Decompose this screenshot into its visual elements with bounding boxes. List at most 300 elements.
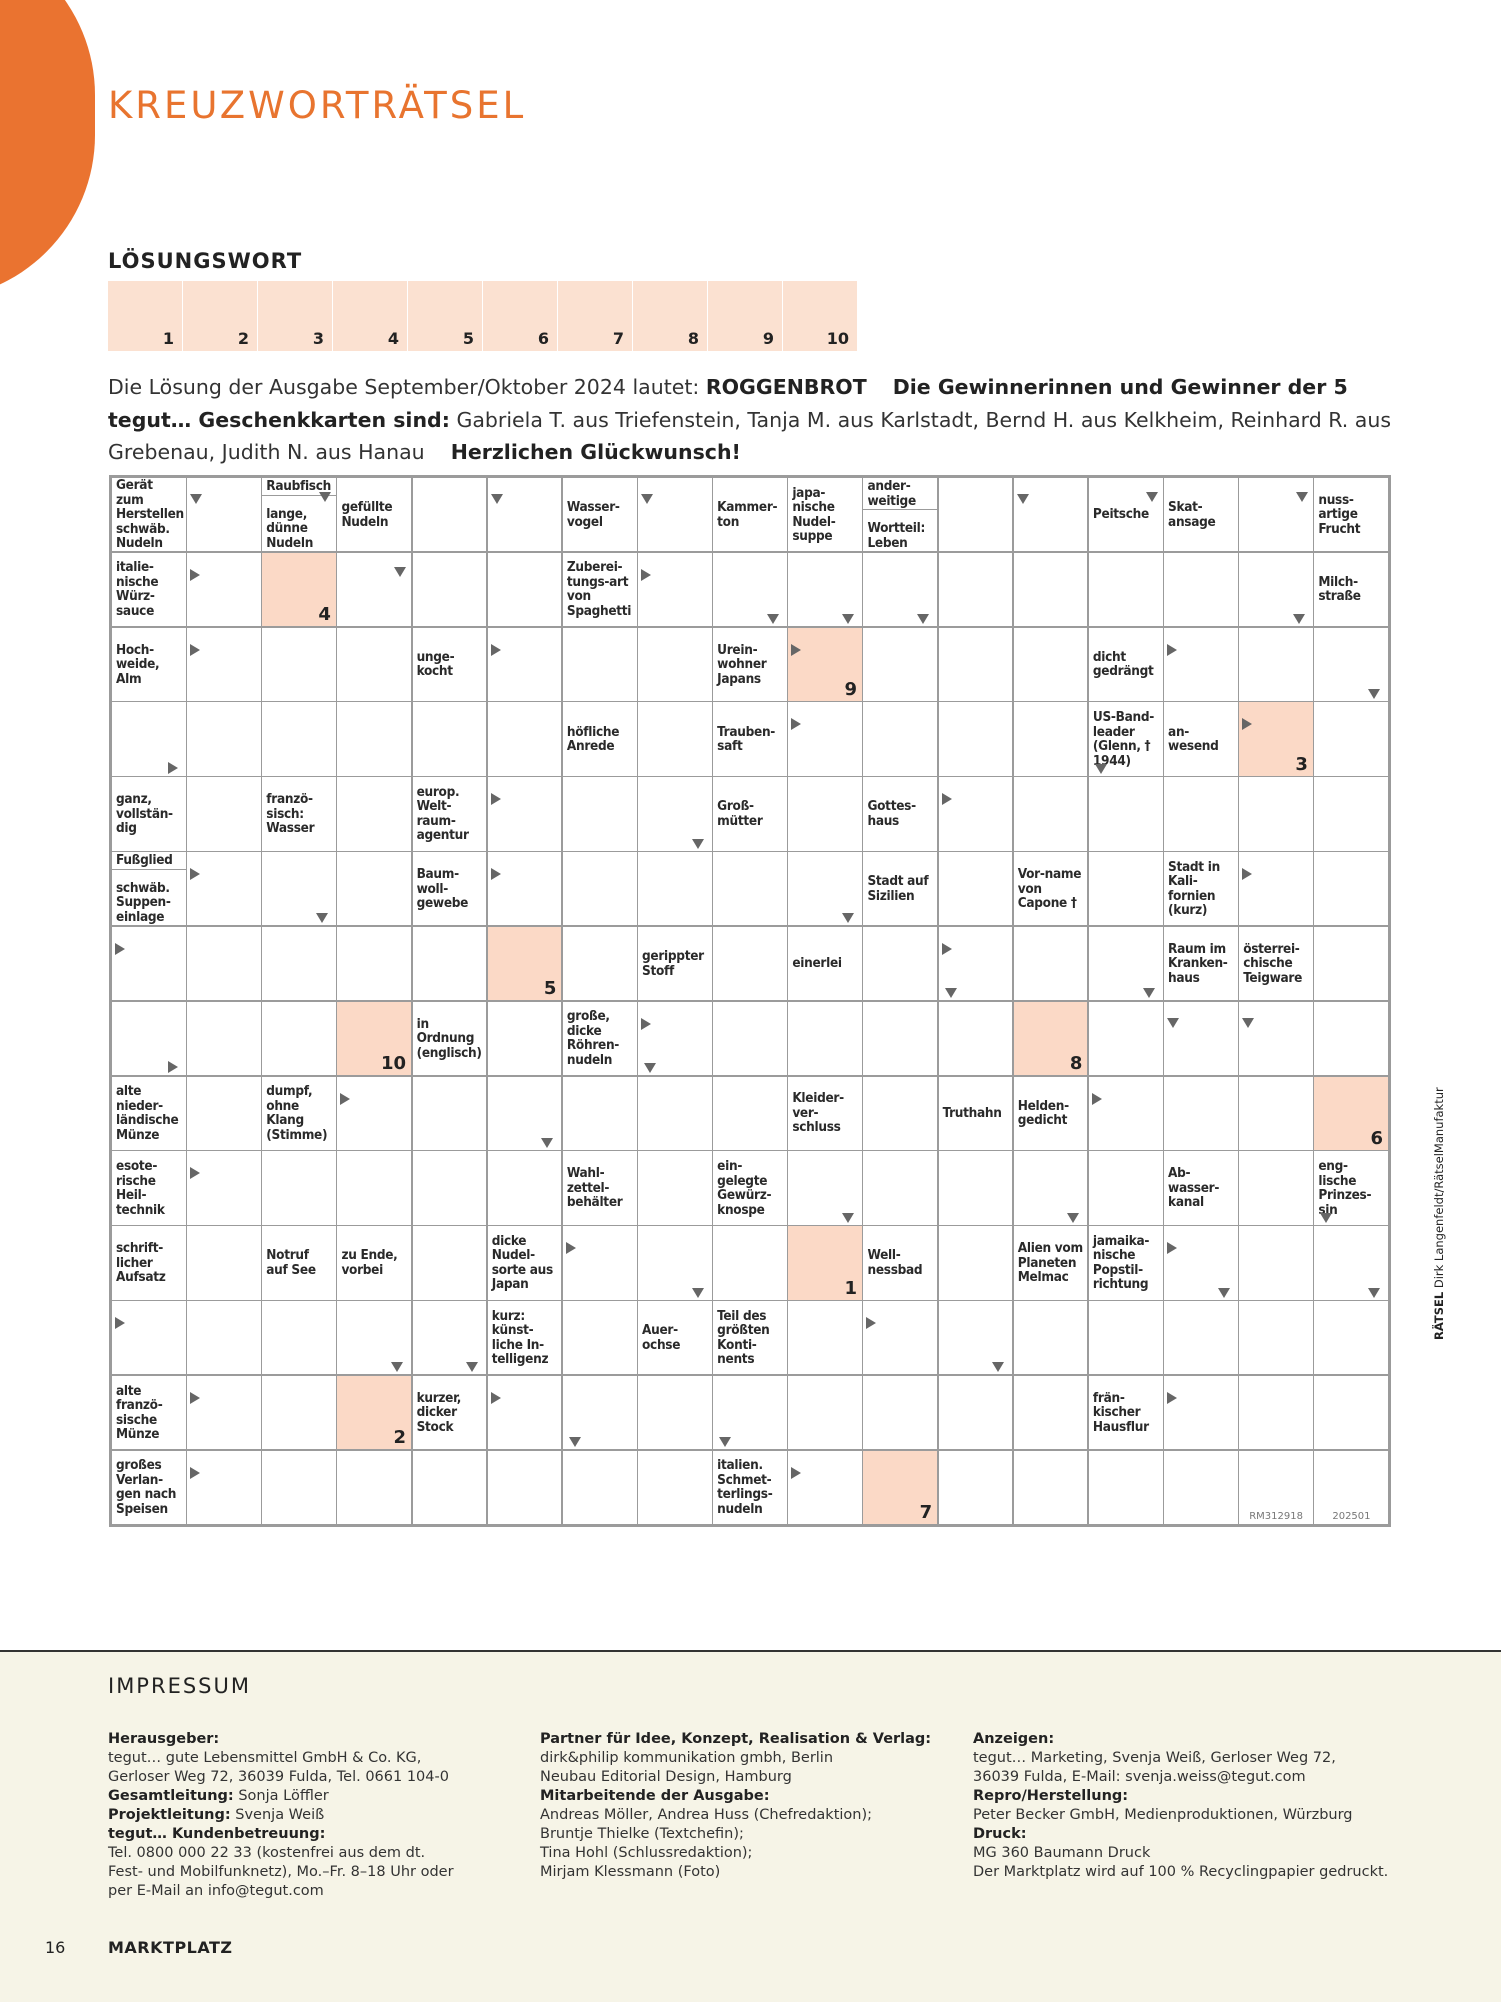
answer-cell[interactable] xyxy=(1164,1226,1238,1299)
solution-box[interactable] xyxy=(333,281,407,351)
impressum-text: Sonja Löffler xyxy=(233,1788,329,1804)
answer-cell[interactable] xyxy=(1089,777,1163,850)
answer-cell[interactable] xyxy=(939,1301,1013,1374)
answer-cell[interactable] xyxy=(939,702,1013,775)
answer-cell[interactable] xyxy=(788,702,862,775)
answer-cell[interactable] xyxy=(1014,1376,1088,1449)
answer-cell[interactable] xyxy=(939,1151,1013,1224)
solution-box[interactable] xyxy=(258,281,332,351)
answer-cell[interactable] xyxy=(713,1002,787,1075)
clue-text: Urein-wohner Japans xyxy=(717,641,767,687)
answer-cell[interactable] xyxy=(638,1451,712,1524)
answer-cell[interactable] xyxy=(187,1376,261,1449)
clue-text: Wortteil: Leben xyxy=(867,520,926,551)
answer-cell[interactable] xyxy=(337,927,411,1000)
answer-cell[interactable] xyxy=(1089,1301,1163,1374)
clue-text: alte franzö-sische Münze xyxy=(116,1382,163,1442)
answer-cell[interactable] xyxy=(939,553,1013,626)
answer-cell[interactable] xyxy=(1164,777,1238,850)
answer-cell[interactable] xyxy=(1239,553,1313,626)
answer-cell[interactable] xyxy=(262,1376,336,1449)
clue-cell xyxy=(563,1002,637,1075)
impressum-text: tegut… Marketing, Svenja Weiß, Gerloser Weg 72, xyxy=(973,1750,1336,1766)
answer-cell[interactable] xyxy=(337,1151,411,1224)
answer-cell[interactable] xyxy=(337,1301,411,1374)
clue-cell xyxy=(638,1301,712,1374)
answer-cell[interactable] xyxy=(713,1226,787,1299)
answer-cell[interactable] xyxy=(1239,628,1313,701)
answer-cell[interactable] xyxy=(563,927,637,1000)
answer-cell[interactable] xyxy=(1014,777,1088,850)
arrow-right-icon xyxy=(791,1467,801,1479)
answer-cell[interactable] xyxy=(1014,553,1088,626)
answer-cell[interactable] xyxy=(1164,1451,1238,1524)
answer-cell[interactable] xyxy=(413,1077,487,1150)
answer-cell[interactable] xyxy=(488,852,562,925)
answer-cell[interactable] xyxy=(187,927,261,1000)
clue-cell xyxy=(1314,1151,1388,1224)
impressum-line xyxy=(540,1787,931,1806)
answer-cell[interactable] xyxy=(863,1151,937,1224)
answer-cell[interactable] xyxy=(788,1376,862,1449)
answer-cell[interactable] xyxy=(1239,1451,1313,1524)
arrow-down-icon xyxy=(491,494,503,504)
answer-cell[interactable] xyxy=(1239,1002,1313,1075)
answer-cell[interactable] xyxy=(262,1151,336,1224)
clue-text: Gottes-haus xyxy=(867,798,916,829)
answer-cell[interactable] xyxy=(638,777,712,850)
clue-text: Zuberei-tungs-art von Spaghetti xyxy=(566,559,632,619)
arrow-down-icon xyxy=(1368,1288,1380,1298)
impressum-text: Tina Hohl (Schlussredaktion); xyxy=(540,1845,753,1861)
answer-cell[interactable] xyxy=(638,1002,712,1075)
clue-text: italie-nische Würz-sauce xyxy=(116,559,159,619)
solution-box[interactable] xyxy=(708,281,782,351)
answer-cell[interactable] xyxy=(187,553,261,626)
solution-box-number: 5 xyxy=(462,329,474,348)
impressum-text: Tel. 0800 000 22 33 (kostenfrei aus dem dt. xyxy=(108,1845,426,1861)
clue-text: schrift-licher Aufsatz xyxy=(116,1240,166,1286)
answer-cell[interactable] xyxy=(563,1077,637,1150)
answer-cell[interactable] xyxy=(262,553,336,626)
answer-cell[interactable] xyxy=(1164,628,1238,701)
solution-box-number: 7 xyxy=(612,329,624,348)
answer-cell[interactable] xyxy=(337,1451,411,1524)
answer-cell[interactable] xyxy=(863,1077,937,1150)
solution-box[interactable] xyxy=(108,281,182,351)
puzzle-code: RM312918 xyxy=(1249,1510,1303,1522)
clue-cell xyxy=(413,628,487,701)
arrow-right-icon xyxy=(1167,1242,1177,1254)
winners-list: Gabriela T. aus Triefenstein, Tanja M. aus Karlstadt, Bernd H. aus Kelkheim, Reinhard R. aus Grebenau, Judith N. aus Hanau xyxy=(108,407,1392,464)
answer-cell[interactable] xyxy=(939,927,1013,1000)
impressum-line xyxy=(108,1863,454,1882)
arrow-down-icon xyxy=(1095,764,1107,774)
answer-cell[interactable] xyxy=(1164,553,1238,626)
answer-cell[interactable] xyxy=(1239,1301,1313,1374)
answer-cell[interactable] xyxy=(262,702,336,775)
solution-box[interactable] xyxy=(483,281,557,351)
answer-cell[interactable] xyxy=(488,777,562,850)
arrow-down-icon xyxy=(917,614,929,624)
answer-cell[interactable] xyxy=(413,478,487,551)
solution-box-number: 8 xyxy=(687,329,699,348)
answer-cell[interactable] xyxy=(863,1301,937,1374)
answer-cell[interactable] xyxy=(488,1151,562,1224)
answer-cell[interactable] xyxy=(1239,1376,1313,1449)
answer-cell[interactable] xyxy=(187,628,261,701)
answer-cell[interactable] xyxy=(1164,1301,1238,1374)
answer-cell[interactable] xyxy=(1014,702,1088,775)
answer-cell[interactable] xyxy=(262,1002,336,1075)
answer-cell[interactable] xyxy=(187,1301,261,1374)
solution-boxes xyxy=(108,281,857,351)
arrow-right-icon xyxy=(566,1242,576,1254)
answer-cell[interactable] xyxy=(939,852,1013,925)
solution-box[interactable] xyxy=(558,281,632,351)
clue-text: esote-rische Heil-technik xyxy=(116,1158,165,1218)
answer-cell[interactable] xyxy=(187,777,261,850)
answer-cell[interactable] xyxy=(337,777,411,850)
answer-cell[interactable] xyxy=(563,777,637,850)
answer-cell[interactable] xyxy=(788,1451,862,1524)
answer-cell[interactable] xyxy=(413,1451,487,1524)
clue-cell xyxy=(112,852,186,925)
answer-cell[interactable] xyxy=(563,1301,637,1374)
solution-number: 9 xyxy=(844,678,857,700)
arrow-right-icon xyxy=(190,644,200,656)
answer-cell[interactable] xyxy=(488,1077,562,1150)
answer-cell[interactable] xyxy=(713,1077,787,1150)
arrow-right-icon xyxy=(168,1061,178,1073)
answer-cell[interactable] xyxy=(788,1151,862,1224)
clue-cell xyxy=(863,852,937,925)
answer-cell[interactable] xyxy=(939,628,1013,701)
answer-cell[interactable] xyxy=(337,1376,411,1449)
arrow-down-icon xyxy=(541,1138,553,1148)
answer-cell[interactable] xyxy=(337,628,411,701)
solution-box[interactable] xyxy=(408,281,482,351)
answer-cell[interactable] xyxy=(1314,702,1388,775)
clue-text: nuss-artige Frucht xyxy=(1318,491,1361,537)
answer-cell[interactable] xyxy=(713,927,787,1000)
answer-cell[interactable] xyxy=(638,553,712,626)
impressum-text: Svenja Weiß xyxy=(230,1807,325,1823)
clue-cell xyxy=(262,1077,336,1150)
answer-cell[interactable] xyxy=(638,702,712,775)
arrow-right-icon xyxy=(641,569,651,581)
answer-cell[interactable] xyxy=(563,1451,637,1524)
answer-cell[interactable] xyxy=(1014,1301,1088,1374)
answer-cell[interactable] xyxy=(1314,927,1388,1000)
answer-cell[interactable] xyxy=(563,628,637,701)
answer-cell[interactable] xyxy=(713,852,787,925)
answer-cell[interactable] xyxy=(1314,1451,1388,1524)
clue-text: Raum im Kranken-haus xyxy=(1168,940,1228,986)
answer-cell[interactable] xyxy=(863,1002,937,1075)
answer-cell[interactable] xyxy=(788,1002,862,1075)
answer-cell[interactable] xyxy=(1164,1002,1238,1075)
answer-cell[interactable] xyxy=(262,628,336,701)
clue-cell xyxy=(1014,852,1088,925)
answer-cell[interactable] xyxy=(1314,628,1388,701)
answer-cell[interactable] xyxy=(262,1451,336,1524)
arrow-down-icon xyxy=(316,913,328,923)
arrow-right-icon xyxy=(190,1167,200,1179)
impressum-heading: Herausgeber: xyxy=(108,1731,220,1747)
clue-cell xyxy=(1314,478,1388,551)
answer-cell[interactable] xyxy=(638,1376,712,1449)
answer-cell[interactable] xyxy=(187,478,261,551)
impressum xyxy=(0,1650,1501,2002)
answer-cell[interactable] xyxy=(863,628,937,701)
answer-cell[interactable] xyxy=(488,1002,562,1075)
answer-cell[interactable] xyxy=(1239,478,1313,551)
answer-cell[interactable] xyxy=(788,852,862,925)
arrow-right-icon xyxy=(1092,1093,1102,1105)
answer-cell[interactable] xyxy=(638,1226,712,1299)
answer-cell[interactable] xyxy=(1164,1376,1238,1449)
answer-cell[interactable] xyxy=(488,628,562,701)
arrow-down-icon xyxy=(644,1063,656,1073)
answer-cell[interactable] xyxy=(1089,1002,1163,1075)
answer-cell[interactable] xyxy=(1164,1077,1238,1150)
answer-cell[interactable] xyxy=(413,1151,487,1224)
clue-text: Fußglied xyxy=(112,852,186,870)
arrow-down-icon xyxy=(1218,1288,1230,1298)
clue-text: unge-kocht xyxy=(416,648,455,680)
answer-cell[interactable] xyxy=(1014,1451,1088,1524)
answer-cell[interactable] xyxy=(413,553,487,626)
answer-cell[interactable] xyxy=(788,1301,862,1374)
clue-text: Stadt auf Sizilien xyxy=(867,873,929,904)
answer-cell[interactable] xyxy=(187,1226,261,1299)
answer-cell[interactable] xyxy=(1014,478,1088,551)
answer-cell[interactable] xyxy=(262,927,336,1000)
answer-cell[interactable] xyxy=(1314,1002,1388,1075)
arrow-down-icon xyxy=(692,839,704,849)
arrow-down-icon xyxy=(992,1362,1004,1372)
answer-cell[interactable] xyxy=(413,927,487,1000)
clue-cell xyxy=(112,553,186,626)
impressum-line xyxy=(973,1730,1388,1749)
answer-cell[interactable] xyxy=(187,1451,261,1524)
arrow-right-icon xyxy=(190,868,200,880)
answer-cell[interactable] xyxy=(1089,1151,1163,1224)
answer-cell[interactable] xyxy=(1014,628,1088,701)
answer-cell[interactable] xyxy=(1014,927,1088,1000)
answer-cell[interactable] xyxy=(112,1301,186,1374)
clue-cell xyxy=(939,1077,1013,1150)
answer-cell[interactable] xyxy=(939,1451,1013,1524)
arrow-down-icon xyxy=(1242,1018,1254,1028)
clue-cell xyxy=(488,1301,562,1374)
answer-cell[interactable] xyxy=(1314,1301,1388,1374)
arrow-down-icon xyxy=(1167,1018,1179,1028)
answer-cell[interactable] xyxy=(1239,702,1313,775)
arrow-right-icon xyxy=(866,1317,876,1329)
answer-cell[interactable] xyxy=(1314,852,1388,925)
answer-cell[interactable] xyxy=(1314,1376,1388,1449)
arrow-down-icon xyxy=(1296,492,1308,502)
answer-cell[interactable] xyxy=(1314,1077,1388,1150)
answer-cell[interactable] xyxy=(262,1301,336,1374)
answer-cell[interactable] xyxy=(1239,1226,1313,1299)
answer-cell[interactable] xyxy=(939,1226,1013,1299)
arrow-right-icon xyxy=(168,762,178,774)
arrow-right-icon xyxy=(1167,1392,1177,1404)
arrow-right-icon xyxy=(190,1467,200,1479)
answer-cell[interactable] xyxy=(788,553,862,626)
answer-cell[interactable] xyxy=(939,1376,1013,1449)
arrow-down-icon xyxy=(842,1213,854,1223)
answer-cell[interactable] xyxy=(863,927,937,1000)
answer-cell[interactable] xyxy=(187,1077,261,1150)
solution-label: LÖSUNGSWORT xyxy=(108,249,303,273)
answer-cell[interactable] xyxy=(939,478,1013,551)
impressum-title: IMPRESSUM xyxy=(108,1674,251,1698)
clue-cell xyxy=(863,478,937,551)
clue-text: in Ordnung (englisch) xyxy=(416,1015,482,1061)
answer-cell[interactable] xyxy=(262,852,336,925)
answer-cell[interactable] xyxy=(1089,1077,1163,1150)
answer-cell[interactable] xyxy=(713,553,787,626)
side-credit-label: RÄTSEL xyxy=(1432,1291,1446,1340)
answer-cell[interactable] xyxy=(863,553,937,626)
answer-cell[interactable] xyxy=(488,702,562,775)
answer-cell[interactable] xyxy=(1239,1151,1313,1224)
answer-cell[interactable] xyxy=(1089,852,1163,925)
arrow-down-icon xyxy=(1146,492,1158,502)
answer-cell[interactable] xyxy=(563,1376,637,1449)
answer-cell[interactable] xyxy=(563,852,637,925)
answer-cell[interactable] xyxy=(638,1151,712,1224)
answer-cell[interactable] xyxy=(1314,777,1388,850)
clue-cell xyxy=(563,702,637,775)
arrow-down-icon xyxy=(945,988,957,998)
page-title: KREUZWORTRÄTSEL xyxy=(108,84,527,127)
answer-cell[interactable] xyxy=(488,553,562,626)
answer-cell[interactable] xyxy=(488,1376,562,1449)
answer-cell[interactable] xyxy=(187,852,261,925)
clue-text: Vor-name von Capone † xyxy=(1017,866,1082,911)
solution-box[interactable] xyxy=(783,281,857,351)
answer-cell[interactable] xyxy=(187,1151,261,1224)
answer-cell[interactable] xyxy=(337,553,411,626)
answer-cell[interactable] xyxy=(187,1002,261,1075)
arrow-down-icon xyxy=(319,492,331,502)
answer-cell[interactable] xyxy=(1239,777,1313,850)
clue-cell xyxy=(1089,628,1163,701)
impressum-line xyxy=(540,1844,931,1863)
clue-cell xyxy=(713,702,787,775)
answer-cell[interactable] xyxy=(187,702,261,775)
answer-cell[interactable] xyxy=(638,852,712,925)
clue-text: Peitsche xyxy=(1092,506,1149,523)
answer-cell[interactable] xyxy=(1089,927,1163,1000)
answer-cell[interactable] xyxy=(939,1002,1013,1075)
clue-cell xyxy=(563,478,637,551)
answer-cell[interactable] xyxy=(638,1077,712,1150)
clue-cell xyxy=(713,777,787,850)
clue-text: Raubfisch xyxy=(262,478,336,496)
clue-cell xyxy=(1164,852,1238,925)
answer-cell[interactable] xyxy=(1314,1226,1388,1299)
clue-text: Kleider-ver-schluss xyxy=(792,1090,844,1136)
answer-cell[interactable] xyxy=(488,927,562,1000)
answer-cell[interactable] xyxy=(413,1226,487,1299)
arrow-down-icon xyxy=(641,494,653,504)
previous-solution-text xyxy=(108,371,1408,469)
answer-cell[interactable] xyxy=(1239,852,1313,925)
answer-cell[interactable] xyxy=(413,1301,487,1374)
answer-cell[interactable] xyxy=(488,478,562,551)
arrow-right-icon xyxy=(190,1392,200,1404)
answer-cell[interactable] xyxy=(863,1451,937,1524)
arrow-down-icon xyxy=(842,913,854,923)
clue-text: Stadt in Kali-fornien (kurz) xyxy=(1168,858,1220,919)
answer-cell[interactable] xyxy=(1014,1151,1088,1224)
answer-cell[interactable] xyxy=(863,1376,937,1449)
arrow-down-icon xyxy=(1293,614,1305,624)
answer-cell[interactable] xyxy=(413,702,487,775)
answer-cell[interactable] xyxy=(788,777,862,850)
answer-cell[interactable] xyxy=(1014,1002,1088,1075)
answer-cell[interactable] xyxy=(337,702,411,775)
clue-text: Well-nessbad xyxy=(867,1247,923,1278)
answer-cell[interactable] xyxy=(112,1002,186,1075)
impressum-heading: Mitarbeitende der Ausgabe: xyxy=(540,1788,770,1804)
solution-box[interactable] xyxy=(183,281,257,351)
arrow-down-icon xyxy=(719,1437,731,1447)
answer-cell[interactable] xyxy=(563,1226,637,1299)
impressum-line xyxy=(108,1787,454,1806)
answer-cell[interactable] xyxy=(939,777,1013,850)
clue-text: ganz, vollstän-dig xyxy=(116,791,173,837)
impressum-text: Gerloser Weg 72, 36039 Fulda, Tel. 0661 104-0 xyxy=(108,1769,449,1785)
answer-cell[interactable] xyxy=(1239,1077,1313,1150)
answer-cell[interactable] xyxy=(1089,553,1163,626)
answer-cell[interactable] xyxy=(488,1451,562,1524)
answer-cell[interactable] xyxy=(788,1226,862,1299)
clue-cell xyxy=(788,478,862,551)
answer-cell[interactable] xyxy=(638,628,712,701)
clue-cell xyxy=(1164,478,1238,551)
answer-cell[interactable] xyxy=(337,852,411,925)
clue-cell xyxy=(112,478,186,551)
answer-cell[interactable] xyxy=(337,1077,411,1150)
clue-text: dicke Nudel-sorte aus Japan xyxy=(491,1232,553,1293)
answer-cell[interactable] xyxy=(337,1002,411,1075)
answer-cell[interactable] xyxy=(863,702,937,775)
answer-cell[interactable] xyxy=(112,927,186,1000)
clue-text: große, dicke Röhren-nudeln xyxy=(566,1008,620,1068)
clue-text: gefüllte Nudeln xyxy=(341,499,393,530)
answer-cell[interactable] xyxy=(1089,1451,1163,1524)
clue-cell xyxy=(563,1151,637,1224)
answer-cell[interactable] xyxy=(112,702,186,775)
clue-text: Truthahn xyxy=(942,1104,1002,1121)
answer-cell[interactable] xyxy=(788,628,862,701)
clue-text: Notruf auf See xyxy=(266,1247,316,1278)
answer-cell[interactable] xyxy=(713,1376,787,1449)
answer-cell[interactable] xyxy=(638,478,712,551)
solution-box[interactable] xyxy=(633,281,707,351)
clue-text: Helden-gedicht xyxy=(1017,1097,1069,1129)
arrow-right-icon xyxy=(942,943,952,955)
clue-text: kurz: künst-liche In-telligenz xyxy=(491,1307,549,1368)
clue-text: großes Verlan-gen nach Speisen xyxy=(116,1457,177,1517)
